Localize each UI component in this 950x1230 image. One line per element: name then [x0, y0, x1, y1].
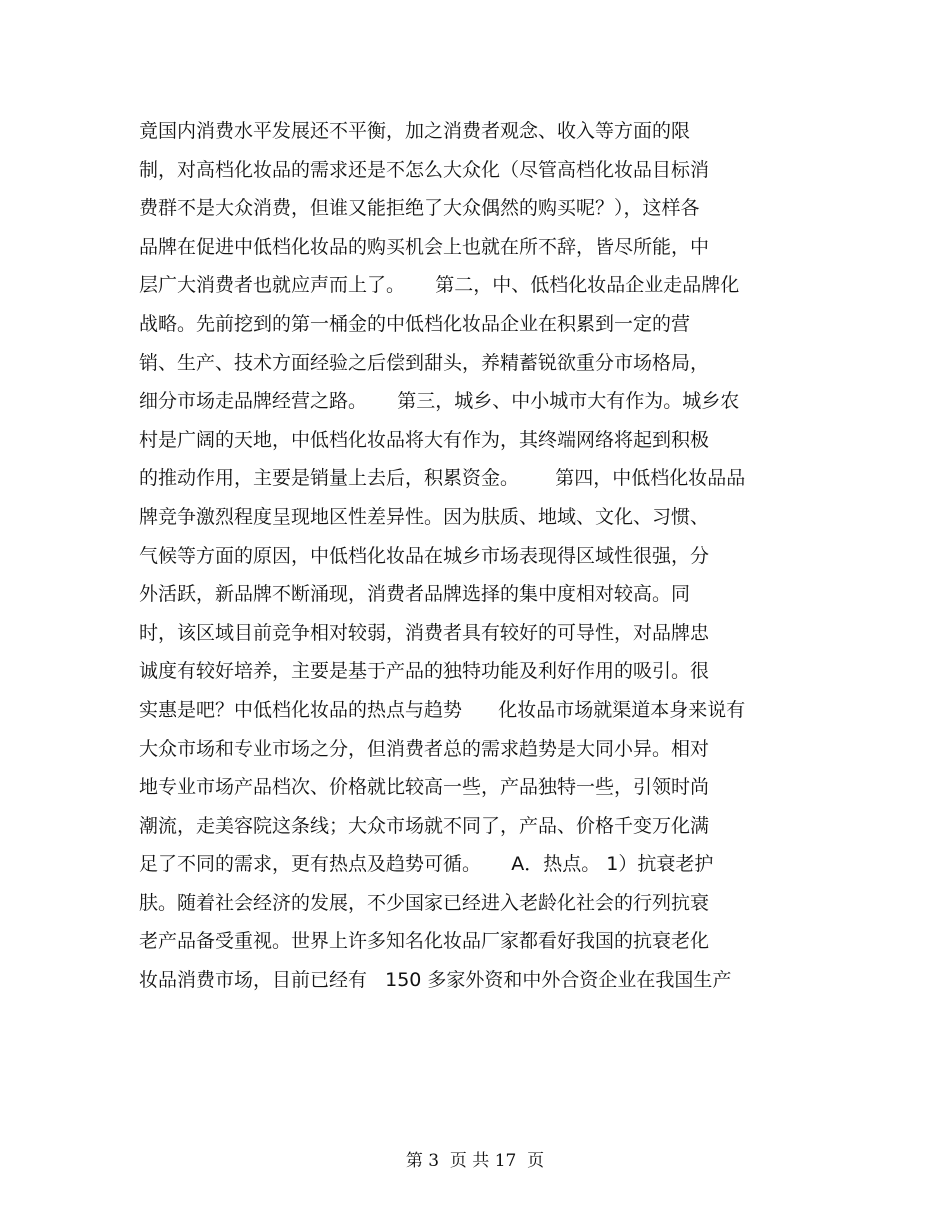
- text-line: 细分市场走品牌经营之路。 第三，城乡、中小城市大有作为。城乡农: [139, 390, 740, 413]
- text-line: 诚度有较好培养，主要是基于产品的独特功能及利好作用的吸引。很: [139, 660, 710, 683]
- text-line: 足了不同的需求，更有热点及趋势可循。 A．热点。 1）抗衰老护: [139, 853, 714, 876]
- text-line: 大众市场和专业市场之分，但消费者总的需求趋势是大同小异。相对: [139, 737, 710, 760]
- body-text: [139, 112, 859, 1000]
- text-line: 老产品备受重视。世界上许多知名化妆品厂家都看好我国的抗衰老化: [139, 930, 710, 953]
- text-line: 费群不是大众消费，但谁又能拒绝了大众偶然的购买呢？），这样各: [139, 197, 700, 220]
- text-line: 层广大消费者也就应声而上了。 第二，中、低档化妆品企业走品牌化: [139, 274, 740, 297]
- text-line: 肤。随着社会经济的发展，不少国家已经进入老龄化社会的行列抗衰: [139, 891, 710, 914]
- text-line: 气候等方面的原因，中低档化妆品在城乡市场表现得区域性很强，分: [139, 544, 710, 567]
- text-line: 地专业市场产品档次、价格就比较高一些，产品独特一些，引领时尚: [139, 776, 710, 799]
- text-line: 牌竞争激烈程度呈现地区性差异性。因为肤质、地域、文化、习惯、: [139, 505, 710, 528]
- text-line: 妆品消费市场，目前已经有 150 多家外资和中外合资企业在我国生产: [139, 969, 732, 992]
- text-line: 外活跃，新品牌不断涌现，消费者品牌选择的集中度相对较高。同: [139, 583, 691, 606]
- text-line: 实惠是吧？中低档化妆品的热点与趋势 化妆品市场就渠道本身来说有: [139, 698, 746, 721]
- text-line: 品牌在促进中低档化妆品的购买机会上也就在所不辞，皆尽所能，中: [139, 235, 710, 258]
- text-line: 销、生产、技术方面经验之后偿到甜头，养精蓄锐欲重分市场格局，: [139, 351, 710, 374]
- text-line: 时，该区域目前竞争相对较弱，消费者具有较好的可导性，对品牌忠: [139, 621, 710, 644]
- page-number-footer: 第 3 页 共 17 页: [405, 1151, 545, 1171]
- text-line: 制，对高档化妆品的需求还是不怎么大众化（尽管高档化妆品目标消: [139, 158, 710, 181]
- text-line: 战略。先前挖到的第一桶金的中低档化妆品企业在积累到一定的营: [139, 312, 691, 335]
- text-line: 竟国内消费水平发展还不平衡，加之消费者观念、收入等方面的限: [139, 120, 691, 142]
- text-line: 村是广阔的天地，中低档化妆品将大有作为，其终端网络将起到积极: [139, 428, 710, 451]
- text-line: 潮流，走美容院这条线；大众市场就不同了，产品、价格千变万化满: [139, 814, 710, 837]
- text-line: 的推动作用，主要是销量上去后，积累资金。 第四，中低档化妆品品: [139, 467, 746, 490]
